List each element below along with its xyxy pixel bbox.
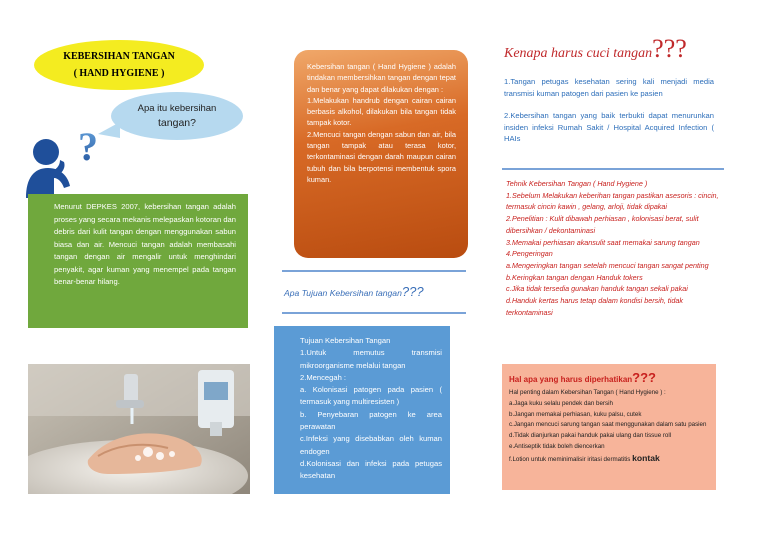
- notes-heading: [509, 370, 709, 385]
- title-line-1: KEBERSIHAN TANGAN: [63, 51, 175, 62]
- tujuan-box: [274, 326, 450, 494]
- why-point: 2.Kebersihan tangan yang baik terbukti dapat menurunkan insiden infeksi Rumah Sakit / Hospital Acquired Infection ( HAIs: [504, 111, 714, 143]
- hand-hygiene-intro: Kebersihan tangan ( Hand Hygiene ) adalah tindakan membersihkan tangan dengan tepat dan benar yang dapat dilakukan dengan :: [307, 62, 456, 94]
- tujuan-line: d.Kolonisasi dan infeksi pada petugas kesehatan: [300, 458, 442, 481]
- technique-heading: Tehnik Kebersihan Tangan ( Hand Hygiene ): [506, 179, 648, 188]
- bubble-line-2: tangan?: [158, 117, 196, 129]
- tujuan-line: a. Kolonisasi patogen pada pasien ( termasuk yang multiresisten ): [300, 385, 442, 407]
- why-heading-text: Kenapa harus cuci tangan: [504, 46, 653, 61]
- handwashing-photo: [28, 364, 250, 494]
- divider: [282, 270, 466, 272]
- technique-item: 3.Memakai perhiasan akansulit saat memakai sarung tangan: [506, 237, 700, 247]
- hand-hygiene-item-1: 1.Melakukan handrub dengan cairan cairan berbasis alkohol, dilakukan bila tangan tidak tampak kotor.: [307, 95, 456, 128]
- notes-heading-mark: ???: [632, 370, 656, 385]
- why-heading-mark: ???: [652, 34, 687, 63]
- technique-item: d.Handuk kertas harus tetap dalam kondisi bersih, tidak terkontaminasi: [506, 296, 683, 317]
- notes-body: [509, 388, 709, 466]
- tujuan-heading: [284, 284, 424, 299]
- technique-item: 4.Pengeringan: [506, 249, 553, 259]
- divider: [502, 168, 724, 170]
- tujuan-heading-text: Apa Tujuan Kebersihan tangan: [284, 288, 402, 298]
- note-item-last-bold: kontak: [632, 452, 660, 463]
- svg-text:?: ?: [78, 124, 98, 169]
- technique-item: a.Mengeringkan tangan setelah mencuci tangan sangat penting: [506, 260, 709, 270]
- technique-item: b.Keringkan tangan dengan Handuk tokers: [506, 272, 643, 282]
- tujuan-line: Tujuan Kebersihan Tangan: [300, 336, 391, 345]
- definition-box: [28, 194, 248, 328]
- divider: [282, 312, 466, 314]
- technique-list: [506, 178, 720, 318]
- why-point: 1.Tangan petugas kesehatan sering kali menjadi media transmisi kuman patogen dari pasien ke pasien: [504, 77, 714, 98]
- note-item: d.Tidak dianjurkan pakai handuk pakai ulang dan tissue roll: [509, 432, 672, 440]
- note-item: a.Jaga kuku selalu pendek dan bersih: [509, 399, 613, 407]
- tujuan-line: c.Infeksi yang disebabkan oleh kuman endogen: [300, 434, 442, 456]
- tujuan-line: 2.Mencegah :: [300, 372, 347, 382]
- title-banner: [34, 40, 204, 90]
- hand-hygiene-definition-box: [294, 50, 468, 258]
- definition-text: Menurut DEPKES 2007, kebersihan tangan adalah proses yang secara mekanis melepaskan kotoran dan debris dari kulit tangan dengan menggunakan sabun biasa dan air. Mencuci tangan adalah membasahi tangan dengan air mengalir untuk menghindari penyakit, agar kuman yang menempel pada tangan benar-benar hilang.: [54, 202, 236, 286]
- thinking-person-icon: [20, 120, 110, 198]
- why-list: [504, 76, 714, 156]
- title-line-2: ( HAND HYGIENE ): [73, 68, 165, 79]
- note-item: c.Jangan mencuci sarung tangan saat menggunakan dalam satu pasien: [509, 421, 707, 429]
- tujuan-line: b. Penyebaran patogen ke area perawatan: [300, 409, 442, 432]
- note-item: e.Antiseptik tidak boleh diencerkan: [509, 442, 605, 450]
- note-item: Hal penting dalam Kebersihan Tangan ( Hand Hygiene ) :: [509, 389, 666, 396]
- notes-heading-text: Hal apa yang harus diperhatikan: [509, 375, 633, 384]
- tujuan-heading-mark: ???: [401, 284, 424, 299]
- hand-hygiene-item-2: 2.Mencuci tangan dengan sabun dan air, bila tangan tampak atau terasa kotor, terkontaminasi dengan darah maupun cairan tubuh dan bila berpotensi membentuk spora kuman.: [307, 129, 456, 184]
- technique-item: c.Jika tidak tersedia gunakan handuk tangan sekali pakai: [506, 284, 688, 294]
- note-item-last: [509, 453, 709, 466]
- note-item: b.Jangan memakai perhiasan, kuku palsu, cutek: [509, 410, 642, 418]
- speech-bubble: [111, 92, 243, 140]
- tujuan-line: 1.Untuk memutus transmisi mikroorganisme melalui tangan: [300, 348, 442, 370]
- technique-item: 1.Sebelum Melakukan keberihan tangan pastikan asesoris : cincin, termasuk cincin kawin , gelang, arloji, tidak dipakai: [506, 190, 719, 212]
- technique-item: 2.Penelitian : Kulit dibawah perhiasan , kolonisasi berat, sulit dibersihkan / dekontaminasi: [506, 214, 699, 235]
- notes-box: [502, 364, 716, 490]
- why-heading: [504, 34, 687, 64]
- bubble-line-1: Apa itu kebersihan: [137, 103, 217, 114]
- note-item-last-text: f.Lotion untuk meminimalisir iritasi dermatitis: [509, 455, 631, 463]
